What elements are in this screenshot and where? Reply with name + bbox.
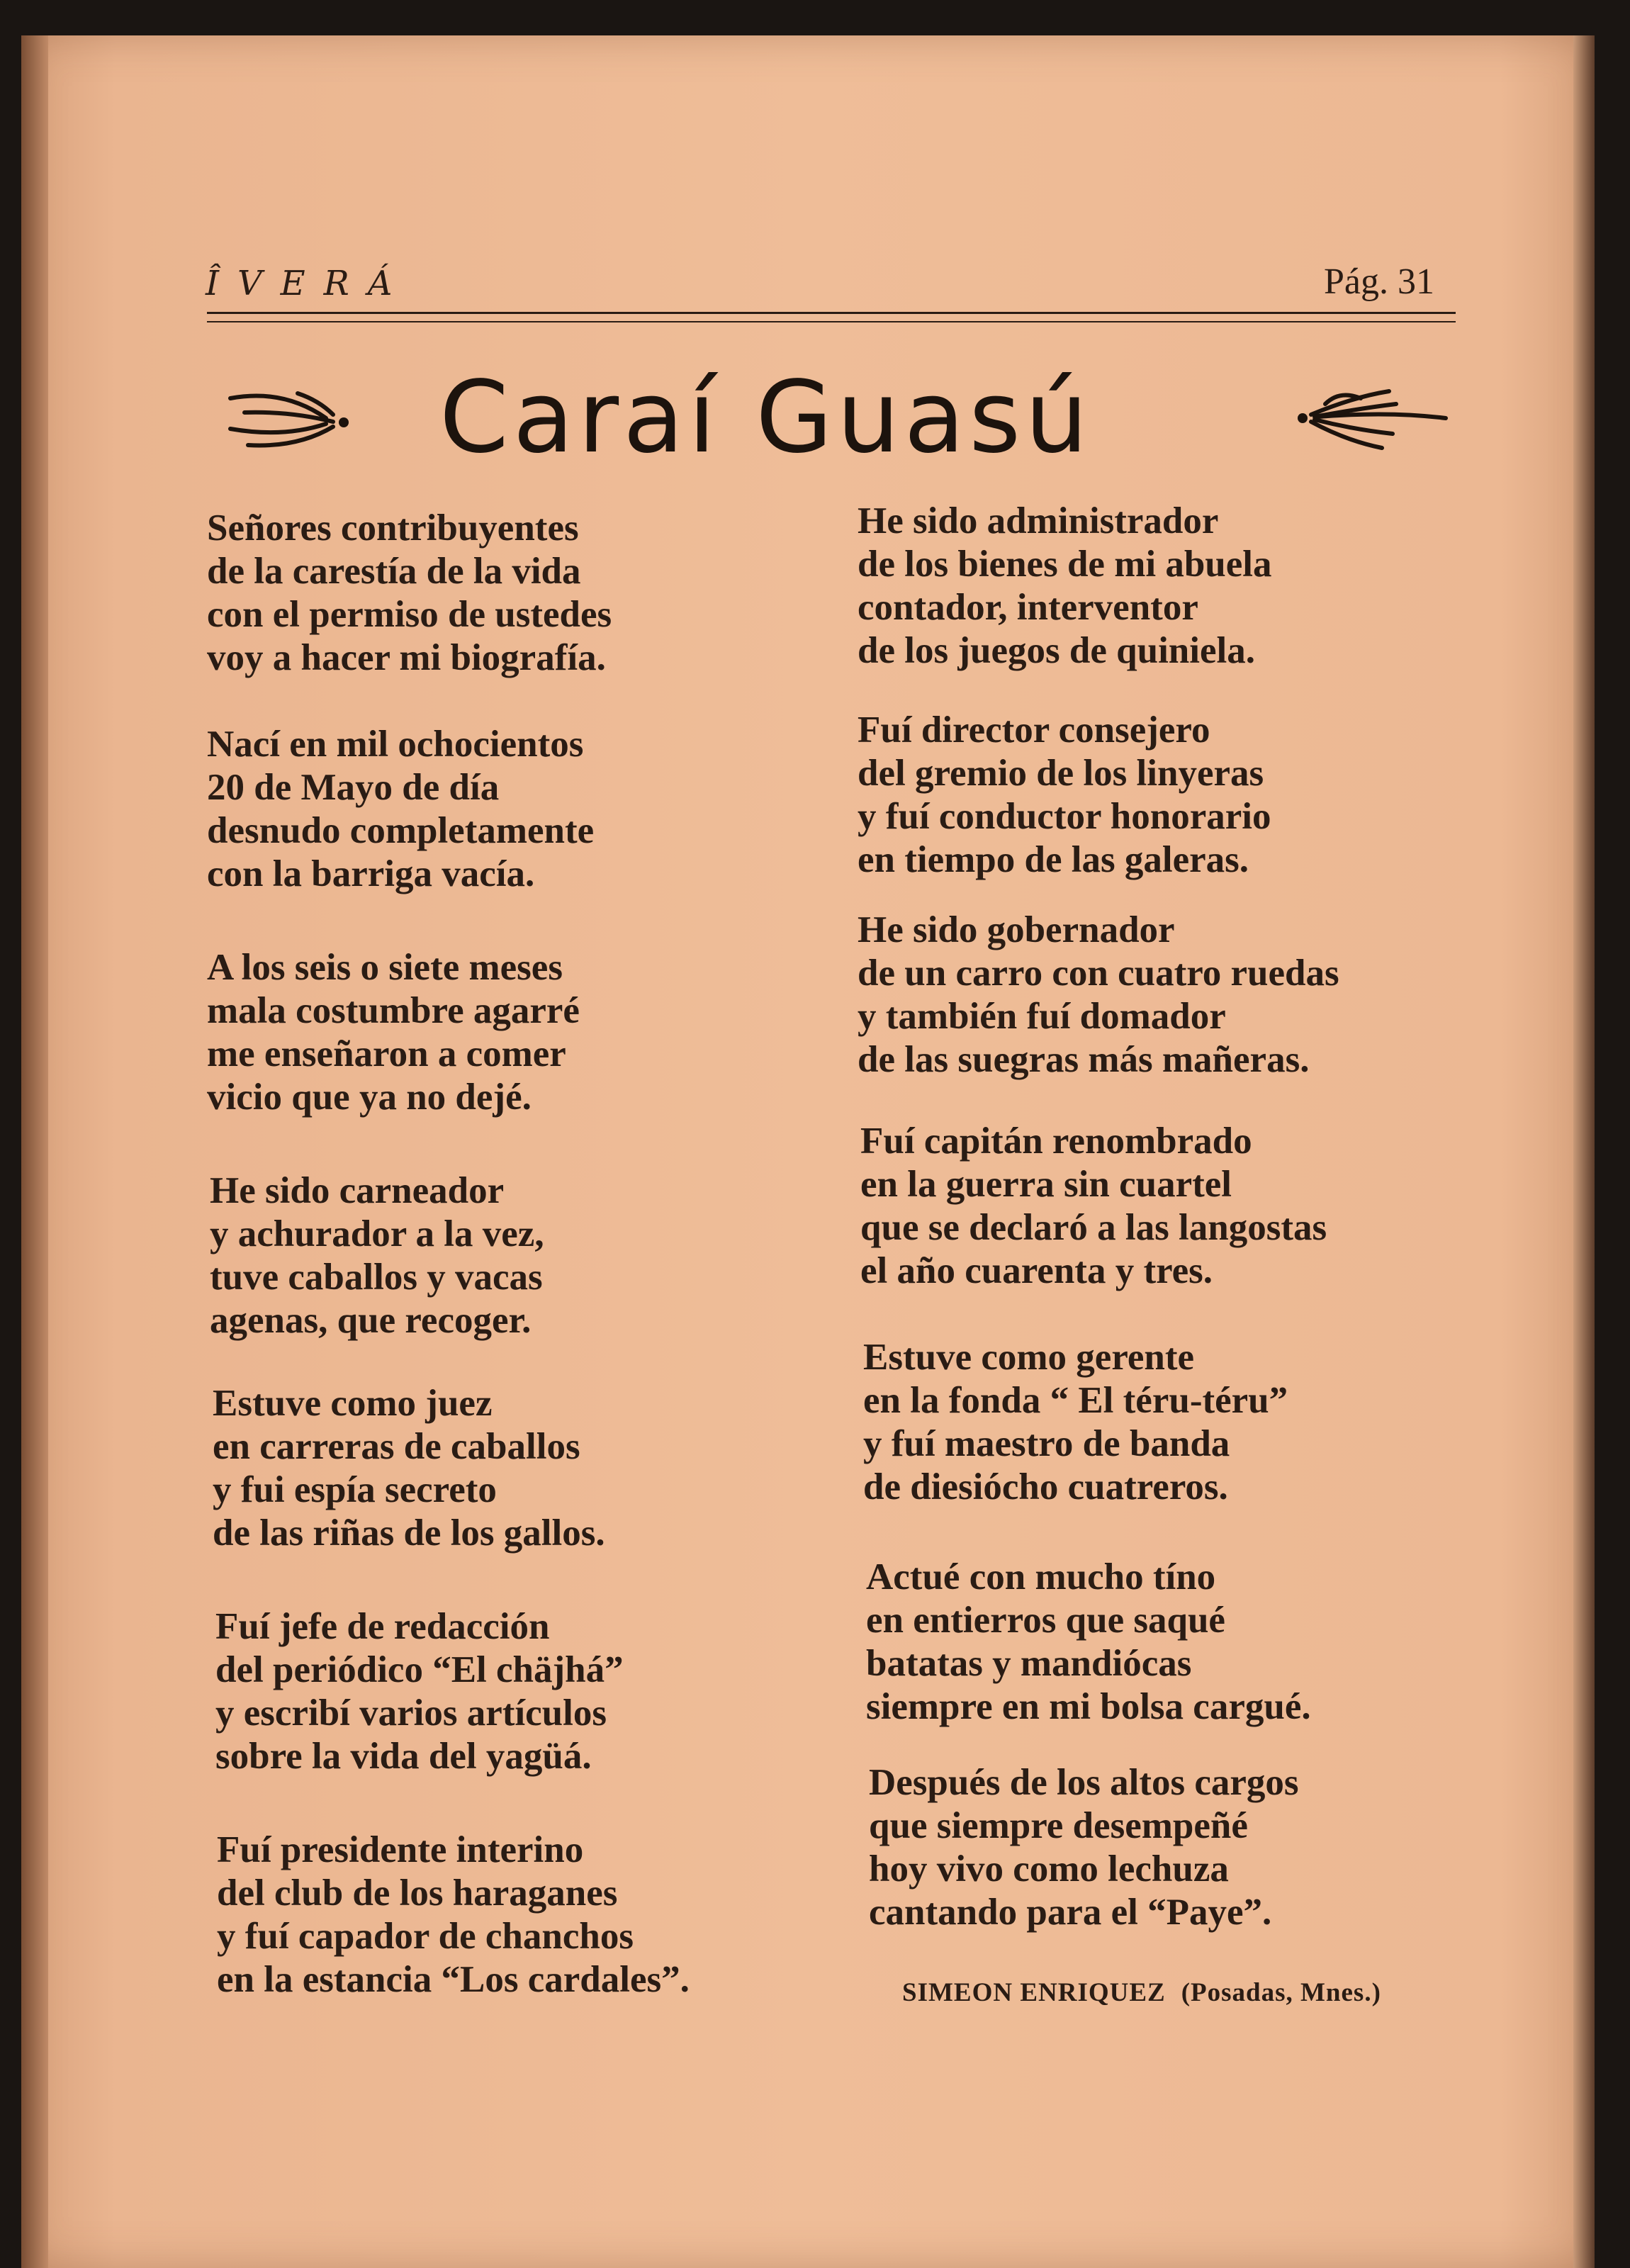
verse-line: contador, interventor [858,587,1198,628]
stanza [210,1169,544,1342]
stanza [217,1829,690,2002]
verse-line: Fuí jefe de redacción [215,1606,550,1647]
verse-line: tuve caballos y vacas [210,1257,543,1298]
verse-line: y achurador a la vez, [210,1213,544,1254]
header-rule [207,312,1456,322]
author-location: (Posadas, Mnes.) [1181,1978,1381,2007]
verse-line: agenas, que recoger. [210,1300,532,1341]
verse-line: y también fuí domador [858,996,1226,1037]
verse-line: Actué con mucho tíno [866,1556,1216,1598]
stanza [207,723,594,896]
right-flourish-ornament [1276,383,1453,454]
verse-line: sobre la vida del yagüá. [215,1736,592,1777]
verse-line: en la guerra sin cuartel [860,1164,1232,1205]
verse-line: A los seis o siete meses [207,947,563,988]
verse-line: desnudo completamente [207,810,595,851]
verse-line: en entierros que saqué [866,1600,1225,1641]
verse-line: y fuí maestro de banda [863,1423,1230,1464]
page-edge [1573,35,1595,2268]
stanza [858,909,1339,1082]
verse-line: He sido gobernador [858,909,1175,950]
verse-line: Estuve como gerente [863,1337,1195,1378]
verse-line: siempre en mi bolsa cargué. [866,1686,1311,1727]
verse-line: de las suegras más mañeras. [858,1039,1310,1080]
verse-line: de un carro con cuatro ruedas [858,953,1339,994]
stanza [207,946,580,1119]
page-spine [21,35,48,2268]
verse-line: Fuí director consejero [858,709,1210,751]
verse-line: que se declaró a las langostas [860,1207,1327,1248]
verse-line: y fui espía secreto [213,1469,497,1510]
verse-line: y escribí varios artículos [215,1692,607,1734]
verse-line: me enseñaron a comer [207,1033,566,1074]
verse-line: He sido carneador [210,1170,505,1211]
verse-line: en tiempo de las galeras. [858,839,1249,880]
stanza [858,500,1272,673]
verse-line: cantando para el “Paye”. [869,1892,1272,1933]
verse-line: el año cuarenta y tres. [860,1250,1213,1291]
verse-line: Fuí capitán renombrado [860,1121,1252,1162]
verse-line: con el permiso de ustedes [207,594,612,635]
poem-title: Caraí Guasú [439,360,1092,476]
verse-line: 20 de Mayo de día [207,767,500,808]
verse-line: que siempre desempeñé [869,1805,1248,1846]
verse-line: de los juegos de quiniela. [858,630,1256,671]
stanza [213,1382,605,1555]
verse-line: batatas y mandiócas [866,1643,1192,1684]
verse-line: en la estancia “Los cardales”. [217,1959,690,2000]
verse-line: voy a hacer mi biografía. [207,637,606,678]
verse-line: de los bienes de mi abuela [858,544,1272,585]
author-name: SIMEON ENRIQUEZ [902,1978,1166,2007]
verse-line: Después de los altos cargos [869,1762,1299,1803]
verse-line: en carreras de caballos [213,1426,580,1467]
running-head: ÎVERÁ [206,264,411,303]
left-flourish-ornament [227,383,361,454]
verse-line: de la carestía de la vida [207,551,581,592]
verse-line: mala costumbre agarré [207,990,580,1031]
verse-line: del gremio de los linyeras [858,753,1264,794]
magazine-page [21,35,1595,2268]
stanza [215,1605,624,1778]
verse-line: y fuí capador de chanchos [217,1916,634,1957]
author-signature [902,1977,1381,2008]
verse-line: del periódico “El chäjhá” [215,1649,624,1690]
verse-line: Fuí presidente interino [217,1829,584,1870]
stanza [207,507,612,680]
stanza [869,1761,1299,1934]
verse-line: en la fonda “ El téru-téru” [863,1380,1288,1421]
verse-line: vicio que ya no dejé. [207,1077,532,1118]
verse-line: Estuve como juez [213,1383,493,1424]
verse-line: de las riñas de los gallos. [213,1512,605,1554]
verse-line: He sido administrador [858,500,1219,541]
verse-line: y fuí conductor honorario [858,796,1271,837]
stanza [858,709,1271,882]
verse-line: del club de los haraganes [217,1873,618,1914]
page-number: Pág. 31 [1324,262,1434,302]
verse-line: de diesiócho cuatreros. [863,1466,1228,1508]
verse-line: con la barriga vacía. [207,853,535,894]
stanza [860,1120,1327,1293]
stanza [866,1556,1311,1729]
verse-line: Nací en mil ochocientos [207,724,584,765]
verse-line: hoy vivo como lechuza [869,1848,1229,1890]
verse-line: Señores contribuyentes [207,507,579,549]
stanza [863,1336,1288,1509]
